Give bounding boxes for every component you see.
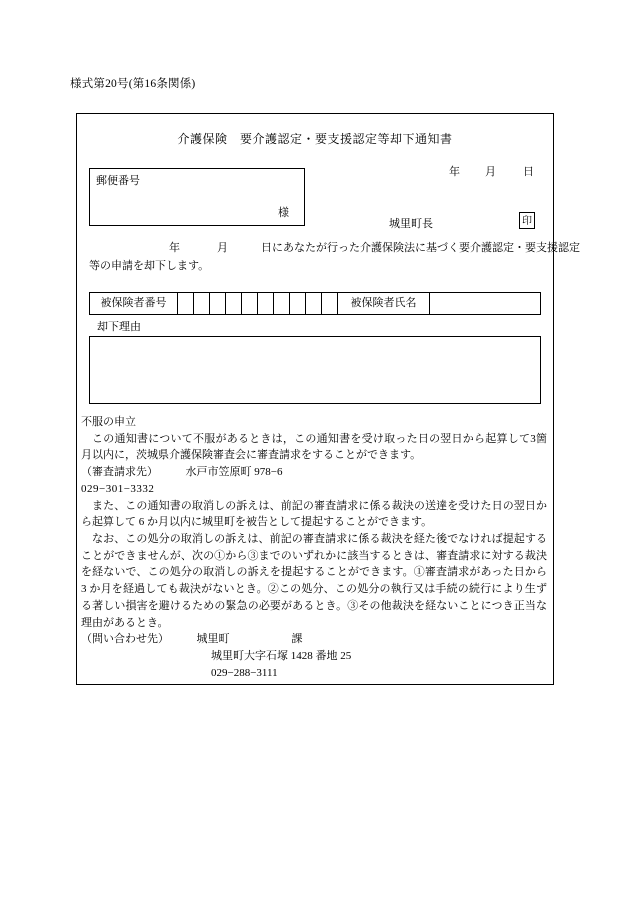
insured-number-digit-3[interactable] [210, 293, 226, 315]
insured-number-digit-6[interactable] [258, 293, 274, 315]
insured-name-field[interactable] [430, 293, 541, 315]
insured-number-digit-4[interactable] [226, 293, 242, 315]
appeal-paragraph-1: この通知書について不服があるときは，この通知書を受け取った日の翌日から起算して3箇月以内に，茨城県介護保険審査会に審査請求をすることができます。 [81, 432, 547, 462]
decision-statement-text1: 日にあなたが行った介護保険法に基づく要介護認定・要支援認定 [261, 242, 580, 254]
insured-number-digit-1[interactable] [178, 293, 194, 315]
appeal-heading: 不服の申立 [81, 416, 136, 428]
insured-person-table [89, 292, 541, 315]
document-title: 介護保険 要介護認定・要支援認定等却下通知書 [177, 132, 453, 146]
form-inner [77, 114, 580, 684]
appeal-section [81, 414, 547, 682]
appeal-paragraph-3: なお、この処分の取消しの訴えは、前記の審査請求に係る裁決を経た後でなければ提起することができませんが、次の①から③までのいずれかに該当するときは、審査請求に対する裁決を経ないで、この処分の取消しの訴えを提起することができます。①審査請求があった日から 3 か月を経過しても裁決がないとき。②この処分、この処分の執行又は手続の続行により生ずる著しい損害を避けるための緊急の必要があるとき。③その他裁決を経ないことにつき正当な理由があるとき。 [81, 533, 547, 629]
contact-section: 課 [291, 633, 303, 646]
form-frame [76, 113, 580, 685]
review-office-label: （審査請求先） [81, 466, 153, 479]
rejection-reason-label: 却下理由 [97, 321, 141, 333]
appeal-paragraph-2: また、この通知書の取消しの訴えは、前記の審査請求に係る裁決の送達を受けた日の翌日から起算して 6 か月以内に城里町を被告として提起することができます。 [81, 499, 547, 529]
insured-number-digit-10[interactable] [322, 293, 338, 315]
insured-number-digit-5[interactable] [242, 293, 258, 315]
decision-statement [89, 240, 580, 275]
insured-number-label: 被保険者番号 [90, 293, 178, 315]
addressee-suffix: 様 [278, 207, 289, 219]
rejection-reason-field[interactable] [89, 336, 541, 404]
review-office-address: 水戸市笠原町 978−6 [185, 466, 283, 479]
insured-number-digit-9[interactable] [306, 293, 322, 315]
insured-number-digit-2[interactable] [194, 293, 210, 315]
decision-statement-line2: 等の申請を却下します。 [89, 259, 210, 272]
insured-number-digit-7[interactable] [274, 293, 290, 315]
review-office-tel: 029−301−3332 [81, 482, 155, 495]
postal-address-box [89, 168, 305, 226]
issuer-name: 城里町長 [389, 218, 433, 230]
form-number: 様式第20号(第16条関係) [70, 78, 196, 90]
review-office-line [81, 464, 547, 481]
contact-label: （問い合わせ先） [81, 633, 164, 646]
table-row [90, 293, 541, 315]
postal-code-label: 郵便番号 [96, 175, 140, 187]
issue-date-day: 日 [523, 166, 535, 178]
seal-stamp-box: 印 [519, 212, 535, 229]
contact-tel: 029−288−3111 [211, 666, 278, 679]
issue-date-year: 年 [449, 166, 461, 178]
insured-number-digit-8[interactable] [290, 293, 306, 315]
application-date-year: 年 [169, 242, 180, 254]
application-date-month: 月 [217, 242, 228, 254]
contact-address: 城里町大字石塚 1428 番地 25 [211, 650, 352, 663]
insured-name-label: 被保険者氏名 [338, 293, 430, 315]
contact-office: 城里町 [196, 633, 230, 646]
contact-line [81, 631, 547, 648]
decision-statement-line1 [89, 240, 580, 258]
issue-date-month: 月 [485, 166, 497, 178]
issue-date-line [449, 164, 535, 181]
